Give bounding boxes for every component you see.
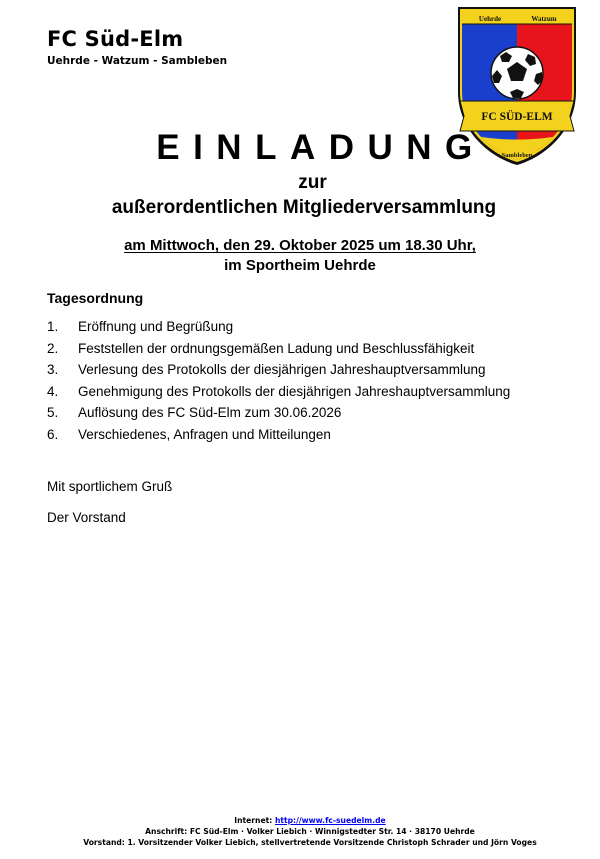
agenda-item [47, 427, 510, 449]
agenda-item-number: 5. [47, 405, 59, 421]
closing-greeting: Mit sportlichem Gruß [47, 479, 173, 494]
agenda-list [47, 319, 510, 449]
crest-text-top-right: Watzum [531, 15, 557, 23]
crest-text-top-left: Uehrde [478, 15, 502, 23]
agenda-item-number: 4. [47, 383, 59, 399]
crest-banner-text: FC SÜD-ELM [481, 111, 553, 123]
agenda-heading: Tagesordnung [47, 290, 144, 306]
agenda-item-text: Auflösung des FC Süd-Elm zum 30.06.2026 [78, 405, 342, 421]
agenda-item [47, 341, 510, 363]
meeting-venue: im Sportheim Uehrde [224, 257, 376, 274]
meeting-date-text: am Mittwoch, den 29. Oktober 2025 um 18.30 Uhr, [124, 237, 476, 254]
agenda-item-number: 3. [47, 362, 59, 378]
footer-address: Anschrift: FC Süd-Elm · Volker Liebich · Winnigstedter Str. 14 · 38170 Uehrde [145, 827, 475, 836]
agenda-item [47, 362, 510, 384]
agenda-item-text: Verschiedenes, Anfragen und Mitteilungen [78, 426, 331, 442]
meeting-date [0, 237, 600, 254]
footer [0, 815, 600, 848]
footer-internet [20, 815, 600, 826]
subtitle-line-2: außerordentlichen Mitgliederversammlung [111, 197, 497, 218]
subtitle-line-1: zur [298, 172, 327, 193]
document-title: EINLADUNG [156, 128, 486, 167]
closing-signature: Der Vorstand [47, 510, 126, 525]
club-towns: Uehrde - Watzum - Sambleben [47, 55, 228, 67]
agenda-item-text: Genehmigung des Protokolls der diesjährigen Jahreshauptversammlung [78, 383, 511, 399]
agenda-item-number: 6. [47, 426, 59, 442]
club-name: FC Süd-Elm [47, 27, 184, 51]
agenda-item [47, 319, 510, 341]
agenda-item-number: 1. [47, 319, 59, 334]
crest-text-bottom: Sambleben [501, 152, 533, 159]
agenda-item [47, 405, 510, 427]
agenda-item-text: Feststellen der ordnungsgemäßen Ladung und Beschlussfähigkeit [78, 340, 475, 356]
footer-website-link[interactable]: http://www.fc-suedelm.de [274, 816, 386, 825]
agenda-item-number: 2. [47, 340, 59, 356]
footer-board: Vorstand: 1. Vorsitzender Volker Liebich, stellvertretende Vorsitzende Christoph Schrader und Jörn Voges [83, 838, 537, 847]
footer-internet-label: Internet: [234, 816, 273, 825]
agenda-item-text: Eröffnung und Begrüßung [78, 319, 234, 334]
agenda-item-text: Verlesung des Protokolls der diesjährigen Jahreshauptversammlung [78, 362, 486, 378]
football-icon [491, 47, 543, 99]
agenda-item [47, 384, 510, 406]
